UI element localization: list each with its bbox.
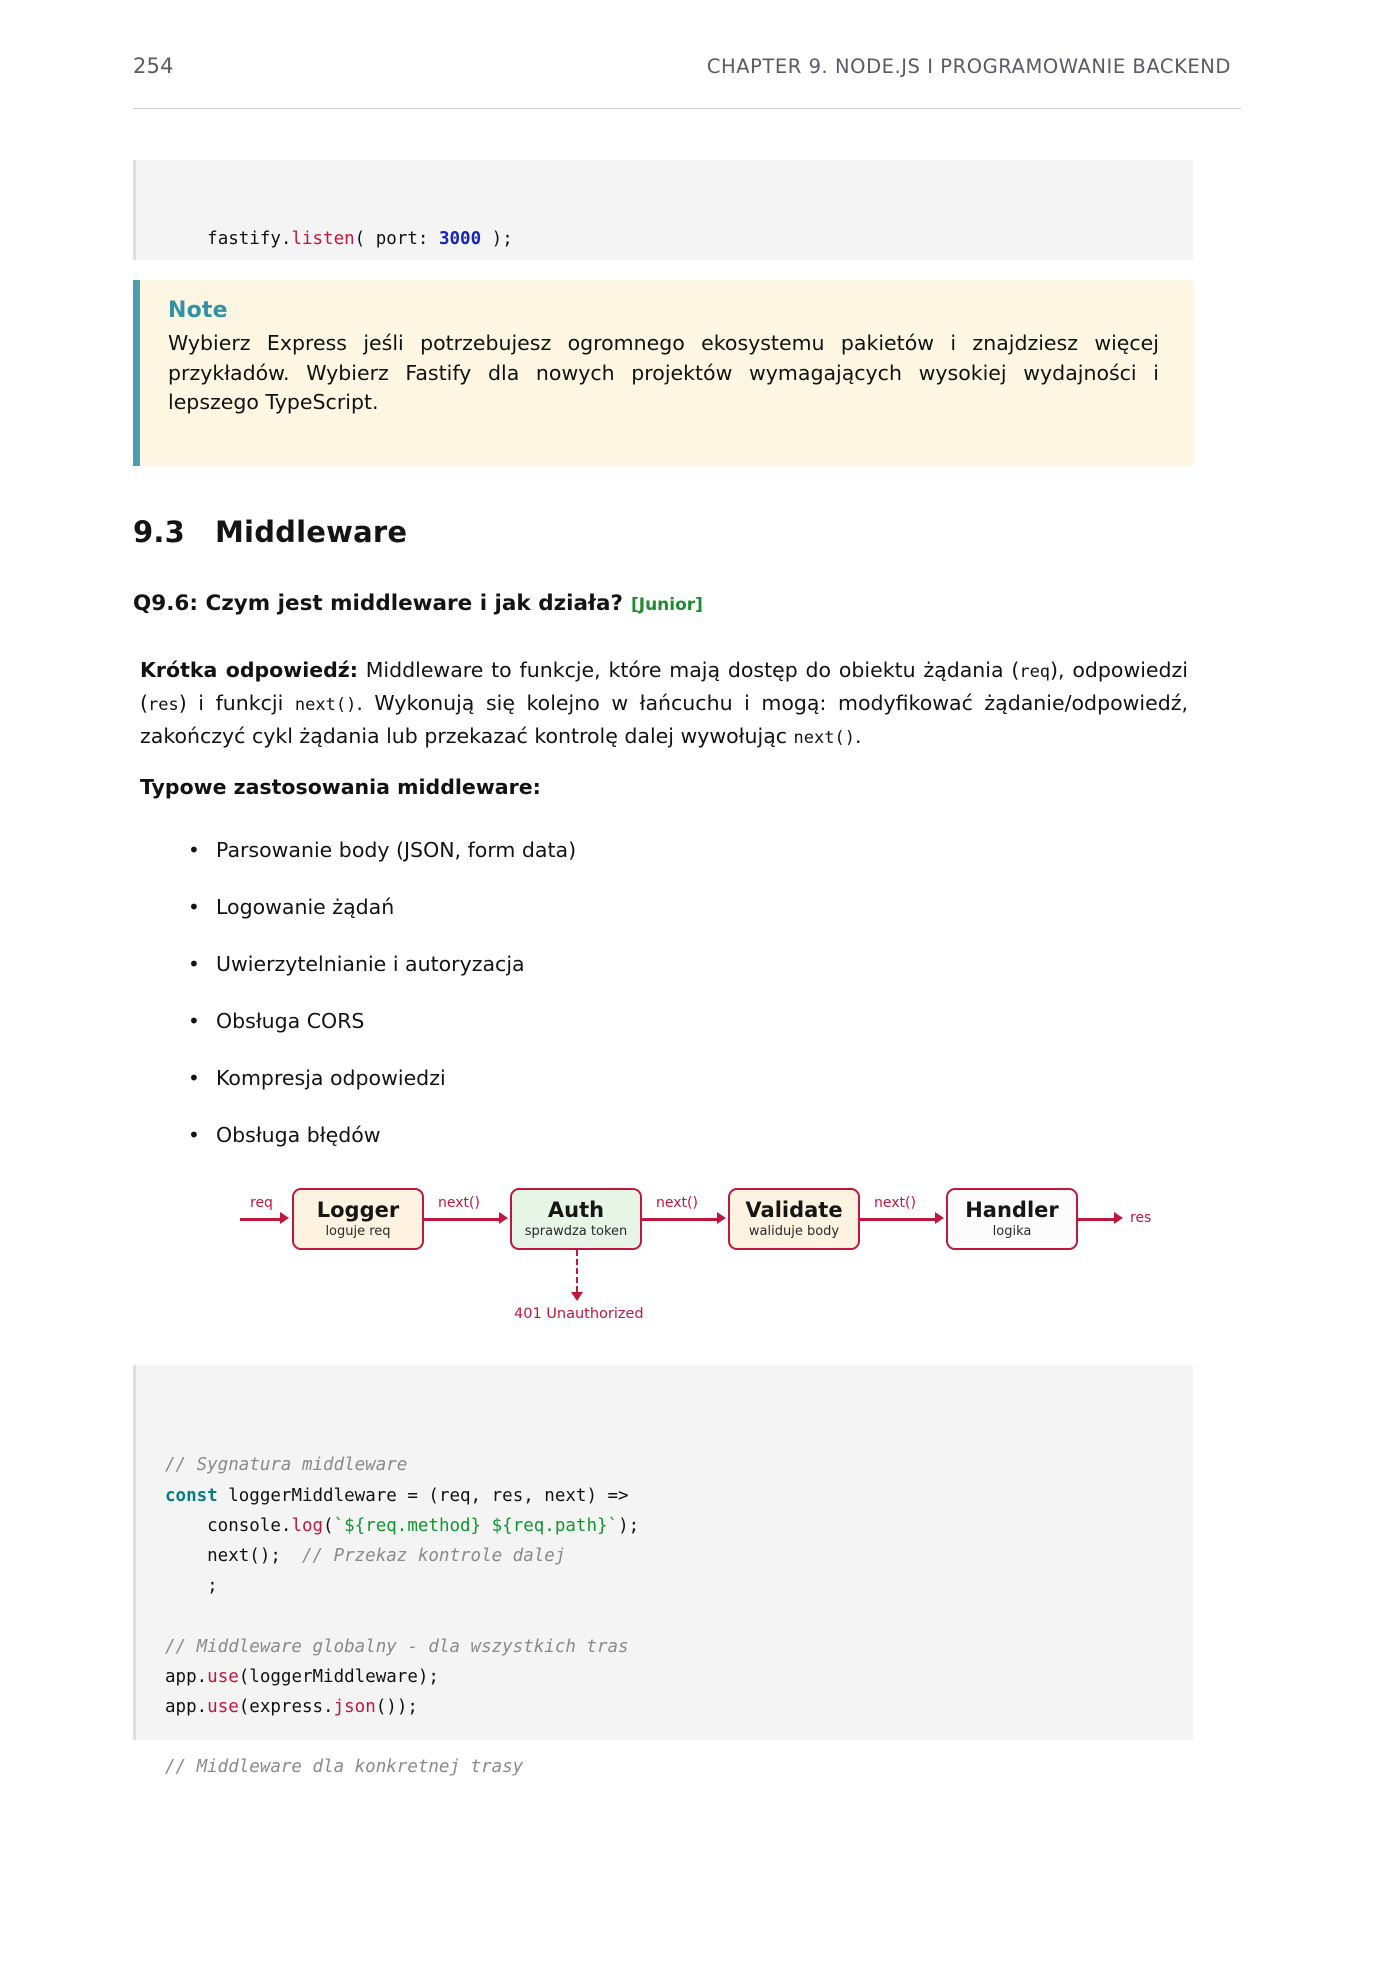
usage-list-heading: Typowe zastosowania middleware: [140,775,541,799]
code-line [165,1541,1193,1571]
question-heading [133,591,703,616]
code-token: ); [481,229,513,249]
code-line [165,1662,1193,1692]
code-token: use [207,1666,239,1687]
arrow-label-res: res [1130,1210,1152,1226]
section-number: 9.3 [133,515,185,549]
code-line [165,1481,1193,1511]
chapter-title: CHAPTER 9. NODE.JS I PROGRAMOWANIE BACKEND [706,55,1231,78]
code-line [165,1450,1193,1480]
code-line [165,1722,1193,1752]
code-line [165,1511,1193,1541]
code-token: // Middleware dla konkretnej trasy [165,1757,524,1778]
running-header [133,54,1241,78]
connector-arrow-head [499,1212,508,1224]
usage-list [178,822,1078,1164]
flow-node-title: Validate [745,1198,843,1222]
connector-line [642,1218,717,1221]
flow-node-subtitle: logika [992,1224,1032,1239]
arrow-label-next: next() [874,1195,916,1211]
middleware-flow-diagram [240,1160,1152,1322]
code-token: listen [291,229,355,249]
inline-code-res: res [148,695,179,715]
flow-node-handler [946,1188,1078,1250]
code-token: ( [323,1515,334,1536]
code-token: use [207,1697,239,1718]
code-token: fastify. [207,229,292,249]
code-token: (loggerMiddleware); [238,1666,439,1687]
code-token: json [333,1697,376,1718]
code-line [165,1571,1193,1601]
list-item: • Kompresja odpowiedzi [178,1050,1078,1107]
answer-part-4: . Wykonują się kolejno w łańcuchu i mogą: modyfikować żądanie/odpowiedź, zakończyć cykl żądania lub przekazać kontrolę dalej wywołując [140,691,1188,748]
connector-arrow-head [935,1212,944,1224]
code-token: // Middleware globalny - dla wszystkich tras [165,1636,629,1657]
note-admonition [133,280,1193,466]
arrow-label-next: next() [656,1195,698,1211]
code-token: `${req.method} ${req.path}` [333,1515,619,1536]
code-line [165,1632,1193,1662]
connector-line [860,1218,935,1221]
code-token: // Sygnatura middleware [165,1455,408,1476]
flow-node-title: Handler [965,1198,1059,1222]
flow-node-logger [292,1188,424,1250]
inline-code-req: req [1019,662,1051,682]
code-token: (express. [238,1697,334,1718]
list-item: • Obsługa błędów [178,1107,1078,1164]
code-token: ); [618,1515,640,1536]
list-item: • Parsowanie body (JSON, form data) [178,822,1078,879]
code-token: app. [165,1666,208,1687]
inline-code-next-1: next() [294,695,357,715]
exit-arrow-line [1078,1218,1114,1221]
code-block-fastify-listen [133,160,1193,260]
answer-part-2: ), odpowiedzi ( [140,658,1188,715]
connector-line [424,1218,499,1221]
connector-arrow-head [717,1212,726,1224]
flow-node-title: Auth [547,1198,605,1222]
answer-part-5: . [854,724,862,748]
section-title: Middleware [215,515,408,549]
code-top-content [207,229,513,249]
flow-node-subtitle: loguje req [325,1224,391,1239]
error-branch-dashed-line [576,1250,578,1292]
exit-arrow-head [1114,1212,1123,1224]
answer-part-3: ) i funkcji [178,691,295,715]
list-item: • Logowanie żądań [178,879,1078,936]
flow-node-auth [510,1188,642,1250]
entry-arrow-line [240,1218,280,1221]
flow-node-subtitle: waliduje body [748,1224,840,1239]
code-line [165,1752,1193,1782]
error-label-401: 401 Unauthorized [514,1306,644,1322]
code-token: next(); [165,1546,302,1567]
note-body: Wybierz Express jeśli potrzebujesz ogromnego ekosystemu pakietów i znajdziesz więcej przykładów. Wybierz Fastify dla nowych projektów wymagających wysokiej wydajności i lepszego TypeScript. [168,331,1159,414]
arrow-label-next: next() [438,1195,480,1211]
code-token: 3000 [438,229,482,249]
note-title: Note [168,298,228,323]
list-item: • Uwierzytelnianie i autoryzacja [178,936,1078,993]
code-block-middleware-example [133,1365,1193,1778]
entry-arrow-head [280,1212,289,1224]
code-token: ; [165,1576,218,1597]
difficulty-badge: [Junior] [630,595,703,615]
list-item: • Obsługa CORS [178,993,1078,1050]
code-token: app. [165,1697,208,1718]
section-heading [133,515,407,549]
code-token: ()); [375,1697,418,1718]
code-token: // Przekaz kontrole dalej [301,1546,566,1567]
code-token: loggerMiddleware = (req, res, next) => [217,1485,629,1506]
answer-part-1: Middleware to funkcje, które mają dostęp do obiektu żądania ( [357,658,1020,682]
code-token: ( port: [354,229,439,249]
code-token: const [165,1485,218,1506]
flow-node-validate [728,1188,860,1250]
inline-code-next-2: next() [793,728,855,748]
code-line [165,1601,1193,1631]
flow-node-title: Logger [316,1198,400,1222]
header-rule [133,108,1241,109]
code-line [165,1692,1193,1722]
arrow-label-req: req [250,1195,273,1211]
error-branch-arrow-head [571,1292,583,1301]
code-token: console. [165,1515,292,1536]
flow-node-subtitle: sprawdza token [524,1224,628,1239]
page-number: 254 [133,54,174,78]
code-token: log [291,1515,324,1536]
question-text: Q9.6: Czym jest middleware i jak działa? [133,591,623,616]
code-bottom-content [165,1450,1193,1782]
answer-lead-label: Krótka odpowiedź: [140,658,358,682]
short-answer-paragraph [140,655,1188,754]
